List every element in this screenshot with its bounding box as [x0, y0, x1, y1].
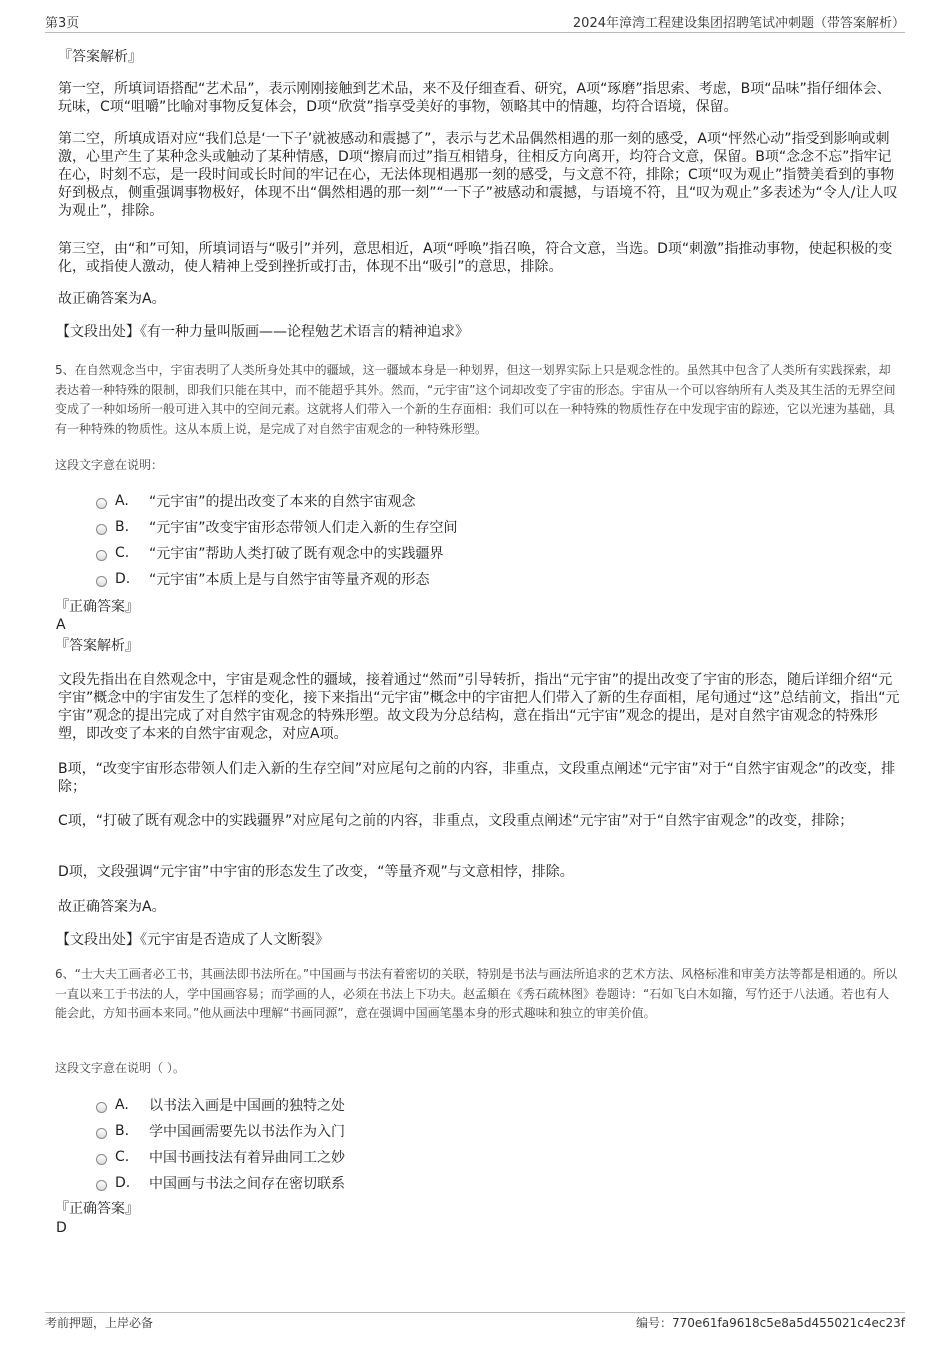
option-letter: B. [115, 519, 130, 535]
answer-label: 『正确答案』 [55, 1201, 139, 1217]
correct-answer: A [56, 617, 66, 633]
option-letter: C. [115, 545, 130, 561]
option-text: “元宇宙”改变宇宙形态带领人们走入新的生存空间 [149, 520, 458, 536]
option-d[interactable] [96, 569, 430, 589]
radio-icon[interactable] [96, 1102, 107, 1113]
conclusion: 故正确答案为A。 [58, 291, 166, 307]
option-text: 以书法入画是中国画的独特之处 [149, 1098, 345, 1114]
option-a[interactable] [96, 1095, 345, 1115]
radio-icon[interactable] [96, 1180, 107, 1191]
document-title: 2024年漳湾工程建设集团招聘笔试冲刺题（带答案解析） [572, 16, 905, 31]
document-id: 编号：770e61fa9618c5e8a5d455021c4ec23f [635, 1316, 905, 1330]
option-text: “元宇宙”的提出改变了本来的自然宇宙观念 [149, 494, 416, 510]
option-text: 学中国画需要先以书法作为入门 [149, 1124, 345, 1140]
option-b[interactable] [96, 1121, 345, 1141]
radio-icon[interactable] [96, 1128, 107, 1139]
footer-divider [45, 1312, 905, 1313]
option-letter: A. [115, 493, 129, 509]
radio-icon[interactable] [96, 524, 107, 535]
header-divider [45, 32, 905, 33]
option-text: “元宇宙”帮助人类打破了既有观念中的实践疆界 [149, 546, 444, 562]
radio-icon[interactable] [96, 1154, 107, 1165]
analysis-paragraph: 第一空，所填词语搭配“艺术品”，表示刚刚接触到艺术品，来不及仔细查看、研究，A项“琢磨”指思索、考虑，B项“品味”指仔细体会、玩味，C项“咀嚼”比喻对事物反复体会，D项“欣赏”指享受美好的事物，领略其中的情趣，均符合语境，保留。 [58, 81, 891, 115]
footer-slogan: 考前押题，上岸必备 [45, 1316, 154, 1330]
option-text: 中国书画技法有着异曲同工之妙 [149, 1150, 345, 1166]
option-c[interactable] [96, 1147, 345, 1167]
page-number: 第3页 [45, 16, 80, 31]
radio-icon[interactable] [96, 550, 107, 561]
option-text: 中国画与书法之间存在密切联系 [149, 1176, 345, 1192]
question-prompt: 这段文字意在说明： [55, 458, 164, 472]
option-b[interactable] [96, 517, 458, 537]
option-letter: C. [115, 1149, 130, 1165]
analysis-paragraph: 文段先指出在自然观念中，宇宙是观念性的疆域，接着通过“然而”引导转折，指出“元宇宙”的提出改变了宇宙的形态，随后详细介绍“元宇宙”概念中的宇宙发生了怎样的变化，接下来指出“元宇宙”概念中的宇宙把人们带入了新的生存面相，尾句通过“这”总结前文，指出“元宇宙”观念的提出完成了对自然宇宙观念的特殊形塑。故文段为分总结构，意在指出“元宇宙”观念的提出，是对自然宇宙观念的特殊形塑，即改变了本来的自然宇宙观念，对应A项。 [58, 672, 900, 742]
answer-label: 『正确答案』 [55, 599, 139, 615]
correct-answer: D [56, 1220, 67, 1236]
question-stem: 6、“士大夫工画者必工书，其画法即书法所在。”中国画与书法有着密切的关联，特别是书法与画法所追求的艺术方法、风格标准和审美方法等都是相通的。所以一直以来工于书法的人，学中国画容易；而学画的人，必须在书法上下功夫。赵孟頫在《秀石疏林图》卷题诗：“石如飞白木如籀，写竹还于八法通。若也有人能会此，方知书画本来同。”他从画法中理解“书画同源”，意在强调中国画笔墨本身的形式趣味和独立的审美价值。 [55, 967, 898, 1020]
conclusion: 故正确答案为A。 [58, 899, 166, 915]
option-d[interactable] [96, 1173, 345, 1193]
analysis-label: 『答案解析』 [58, 49, 142, 65]
radio-icon[interactable] [96, 498, 107, 509]
analysis-paragraph: C项，“打破了既有观念中的实践疆界”对应尾句之前的内容，非重点，文段重点阐述“元宇宙”对于“自然宇宙观念”的改变，排除； [58, 813, 854, 829]
option-c[interactable] [96, 543, 444, 563]
option-letter: D. [115, 571, 131, 587]
option-a[interactable] [96, 491, 416, 511]
analysis-paragraph: 第二空，所填成语对应“我们总是‘一下子’就被感动和震撼了”，表示与艺术品偶然相遇的那一刻的感受，A项“怦然心动”指受到影响或刺激，心里产生了某种念头或触动了某种情感，D项“擦肩而过”指互相错身，往相反方向离开，均符合文意，保留。B项“念念不忘”指牢记在心，时刻不忘，是一段时间或长时间的牢记在心，无法体现相遇那一刻的感受，与文意不符，排除；C项“叹为观止”指赞美看到的事物好到极点，侧重强调事物极好，体现不出“偶然相遇的那一刻”“一下子”被感动和震撼，与语境不符，且“叹为观止”多表述为“令人/让人叹为观止”，排除。 [58, 131, 898, 219]
analysis-paragraph: 第三空，由“和”可知，所填词语与“吸引”并列，意思相近，A项“呼唤”指召唤，符合文意，当选。D项“刺激”指推动事物，使起积极的变化，或指使人激动，使人精神上受到挫折或打击，体现不出“吸引”的意思，排除。 [58, 241, 893, 275]
option-letter: B. [115, 1123, 130, 1139]
option-letter: A. [115, 1097, 129, 1113]
analysis-paragraph: D项，文段强调“元宇宙”中宇宙的形态发生了改变，“等量齐观”与文意相悖，排除。 [58, 864, 574, 880]
source-citation: 【文段出处】《有一种力量叫版画——论程勉艺术语言的精神追求》 [56, 324, 469, 340]
analysis-paragraph: B项，“改变宇宙形态带领人们走入新的生存空间”对应尾句之前的内容，非重点，文段重点阐述“元宇宙”对于“自然宇宙观念”的改变，排除； [58, 761, 896, 795]
source-citation: 【文段出处】《元宇宙是否造成了人文断裂》 [56, 932, 329, 948]
question-stem: 5、在自然观念当中，宇宙表明了人类所身处其中的疆域，这一疆域本身是一种划界，但这一划界实际上只是观念性的。虽然其中包含了人类所有实践探索，却表达着一种特殊的限制，即我们只能在其中，而不能超乎其外。然而，“元宇宙”这个词却改变了宇宙的形态。宇宙从一个可以容纳所有人类及其生活的无界空间变成了一种如场所一般可进入其中的空间元素。这就将人们带入一个新的生存面相：我们可以在一种特殊的物质性存在中发现宇宙的踪迹，它以光速为基础，具有一种特殊的物质性。这从本质上说，是完成了对自然宇宙观念的一种特殊形塑。 [55, 363, 896, 436]
option-text: “元宇宙”本质上是与自然宇宙等量齐观的形态 [149, 572, 430, 588]
question-prompt: 这段文字意在说明（ ）。 [55, 1061, 185, 1075]
analysis-label: 『答案解析』 [55, 638, 139, 654]
radio-icon[interactable] [96, 576, 107, 587]
option-letter: D. [115, 1175, 131, 1191]
